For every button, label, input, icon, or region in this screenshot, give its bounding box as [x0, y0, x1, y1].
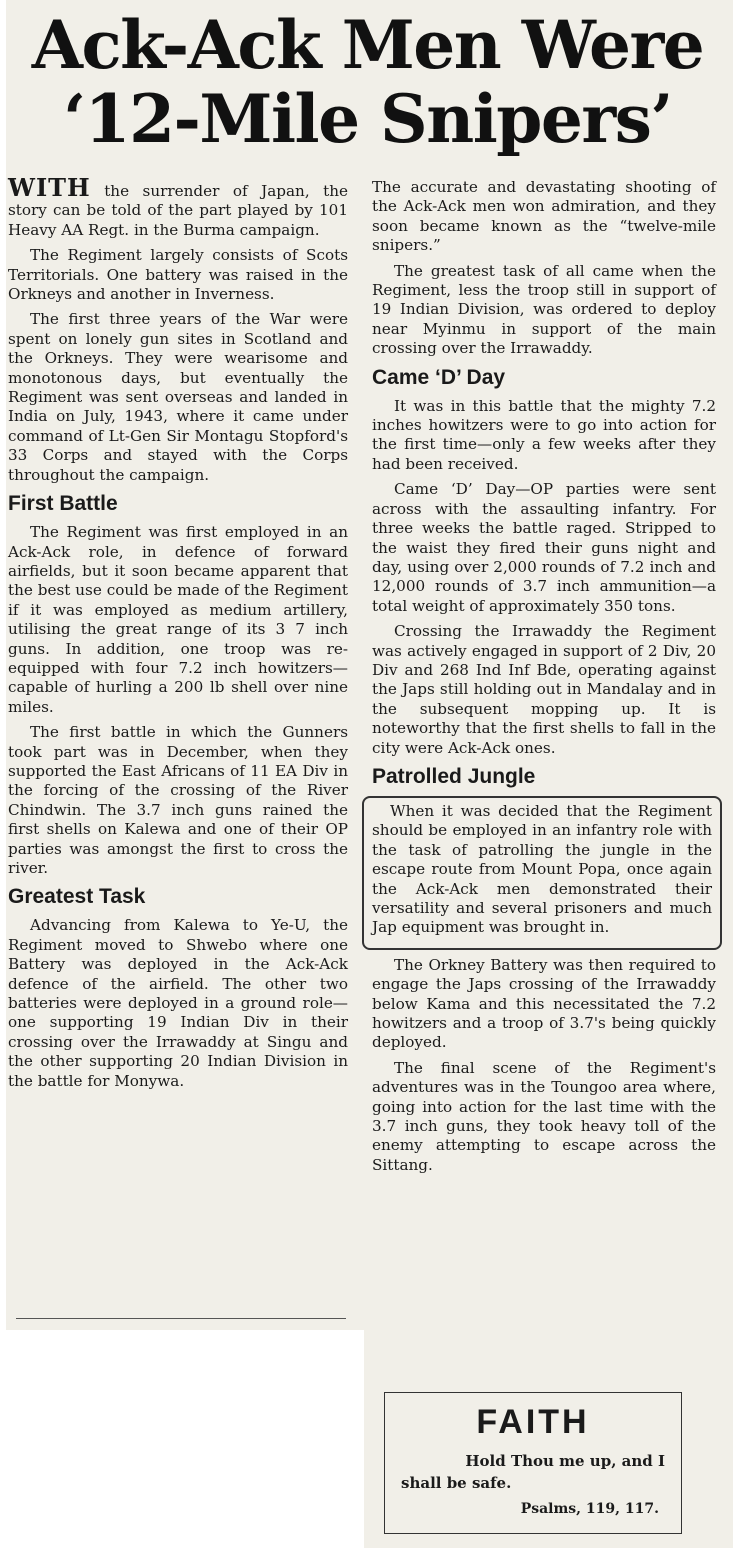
faith-verse-line-2: shall be safe.: [401, 1474, 512, 1492]
left-column: [8, 173, 348, 1097]
paragraph: The Orkney Battery was then required to engage the Japs crossing of the Irrawaddy below Kama and this necessitated the 7.2 howitzers and a troop of 3.7's being quickly deployed.: [372, 955, 716, 1052]
right-column: [372, 178, 716, 1181]
dropcap: WITH: [8, 173, 91, 202]
paragraph: Crossing the Irrawaddy the Regiment was actively engaged in support of 2 Div, 20 Div and 268 Ind Inf Bde, operating against the Japs still holding out in Mandalay and in the subsequent mopping up. It is noteworthy that the first shells to fall in the city were Ack-Ack ones.: [372, 622, 716, 757]
highlighted-paragraph-box: [362, 796, 722, 950]
subheading: Greatest Task: [8, 885, 146, 909]
headline: [10, 8, 725, 156]
headline-line-1: Ack-Ack Men Were: [31, 6, 704, 84]
paragraph: It was in this battle that the mighty 7.2 inches howitzers were to go into action for the first time—only a few weeks after they had been received.: [372, 396, 716, 473]
paragraph: The Regiment was first employed in an Ack-Ack role, in defence of forward airfields, but it soon became apparent that the best use could be made of the Regiment if it was employed as medium artillery, utilising the great range of its 3 7 inch guns. In addition, one troop was re-equipped with four 7.2 inch howitzers—capable of hurling a 200 lb shell over nine miles.: [8, 523, 348, 716]
faith-citation: Psalms, 119, 117.: [520, 1501, 659, 1517]
paragraph: Came ‘D’ Day—OP parties were sent across with the assaulting infantry. For three weeks the battle raged. Stripped to the waist they fired their guns night and day, using over 2,000 rounds of 7.2 inch and 12,000 rounds of 3.7 inch ammunition—a total weight of approximately 350 tons.: [372, 480, 716, 615]
paragraph: The first battle in which the Gunners took part was in December, when they supported the East Africans of 11 EA Div in the forcing of the crossing of the River Chindwin. The 3.7 inch guns rained the first shells on Kalewa and one of their OP parties was amongst the first to cross the river.: [8, 723, 348, 877]
faith-box: [384, 1392, 682, 1534]
headline-line-2: ‘12-Mile Snipers’: [63, 80, 672, 158]
column-rule: [16, 1318, 346, 1319]
paragraph: The Regiment largely consists of Scots Territorials. One battery was raised in the Orkneys and another in Inverness.: [8, 246, 348, 304]
subheading: Patrolled Jungle: [372, 764, 536, 788]
paragraph: Advancing from Kalewa to Ye-U, the Regiment moved to Shwebo where one Battery was deployed in the Ack-Ack defence of the airfield. The other two batteries were deployed in a ground role—one supporting 19 Indian Div in their crossing over the Irrawaddy at Singu and the other supporting 20 Indian Division in the battle for Monywa.: [8, 916, 348, 1090]
paragraph: When it was decided that the Regiment should be employed in an infantry role with the task of patrolling the jungle in the escape route from Mount Popa, once again the Ack-Ack men demonstrated their versatility and several prisoners and much Jap equipment was brought in.: [372, 801, 712, 937]
paragraph: The greatest task of all came when the Regiment, less the troop still in support of 19 Indian Division, was ordered to deploy near Myinmu in support of the main crossing over the Irrawaddy.: [372, 261, 716, 358]
paragraph: The first three years of the War were spent on lonely gun sites in Scotland and the Orkneys. They were wearisome and monotonous days, but eventually the Regiment was sent overseas and landed in India on July, 1943, where it came under command of Lt-Gen Sir Montagu Stopford's 33 Corps and stayed with the Corps throughout the campaign.: [8, 310, 348, 484]
subheading: First Battle: [8, 492, 118, 516]
paragraph-text: the surrender of Japan, the story can be told of the part played by 101 Heavy AA Regt. in the Burma campaign.: [8, 182, 348, 239]
paragraph: The final scene of the Regiment's adventures was in the Toungoo area where, going into action for the last time with the 3.7 inch guns, they took heavy toll of the enemy attempting to escape across the Sittang.: [372, 1058, 716, 1174]
paragraph: [8, 173, 348, 240]
faith-verse-line-1: Hold Thou me up, and I: [465, 1452, 665, 1470]
paragraph: The accurate and devastating shooting of the Ack-Ack men won admiration, and they soon became known as the “twelve-mile snipers.”: [372, 178, 716, 255]
subheading: Came ‘D’ Day: [372, 365, 506, 389]
faith-title: FAITH: [476, 1403, 590, 1441]
